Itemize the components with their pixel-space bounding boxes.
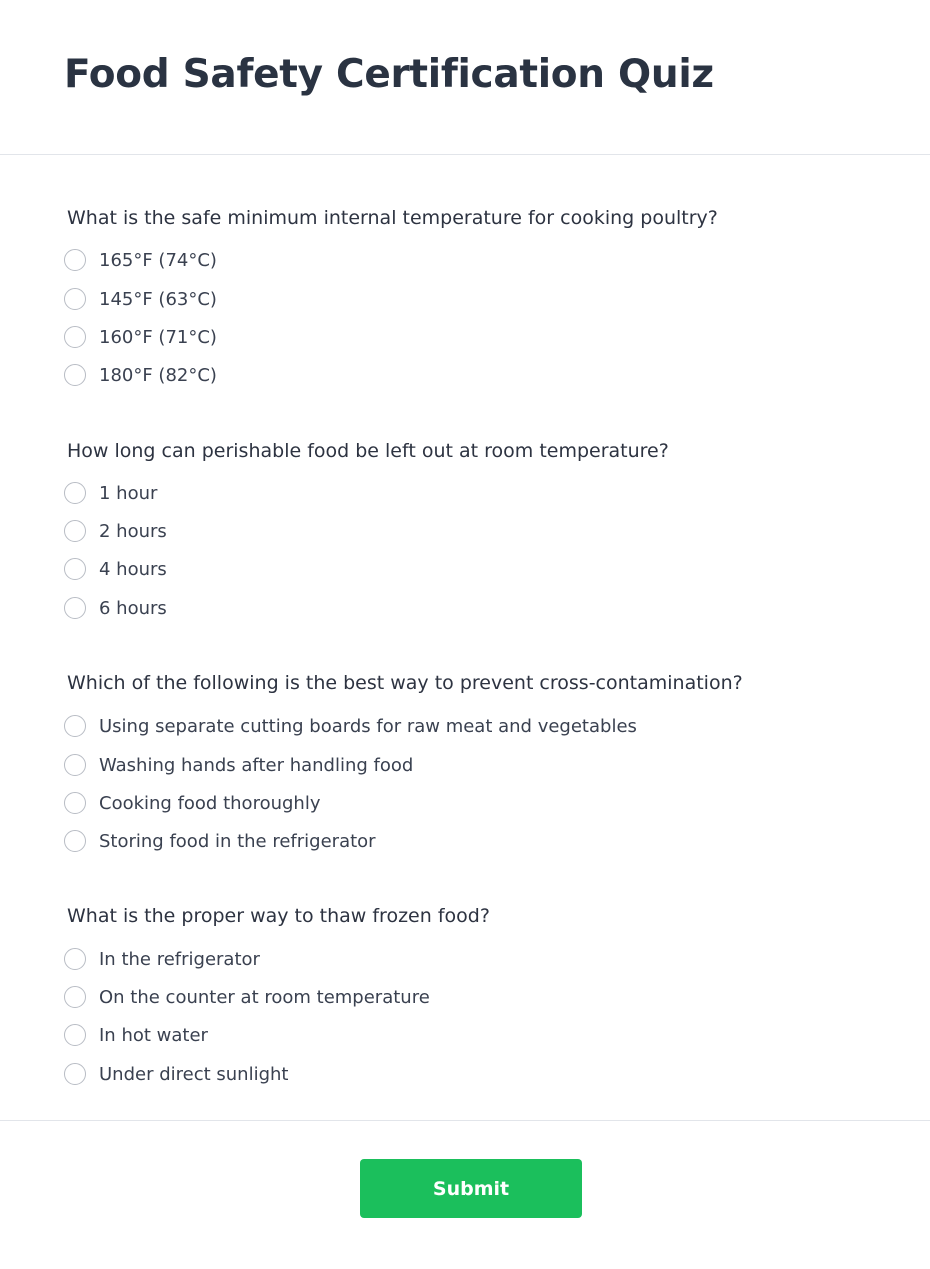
option-label: On the counter at room temperature — [99, 986, 430, 1008]
quiz-header — [0, 0, 930, 155]
option-label: 145°F (63°C) — [99, 288, 217, 310]
option-q1-a[interactable] — [64, 247, 217, 273]
radio-button[interactable] — [64, 520, 86, 542]
radio-button[interactable] — [64, 597, 86, 619]
submit-button[interactable]: Submit — [360, 1159, 582, 1218]
option-q2-c[interactable] — [64, 556, 167, 582]
question-text: What is the proper way to thaw frozen food? — [67, 905, 490, 927]
option-q1-b[interactable] — [64, 286, 217, 312]
option-label: 2 hours — [99, 520, 167, 542]
radio-button[interactable] — [64, 754, 86, 776]
option-label: Storing food in the refrigerator — [99, 830, 376, 852]
radio-button[interactable] — [64, 288, 86, 310]
option-q3-a[interactable] — [64, 713, 637, 739]
option-q2-a[interactable] — [64, 480, 157, 506]
radio-button[interactable] — [64, 482, 86, 504]
option-q3-c[interactable] — [64, 790, 320, 816]
option-label: In the refrigerator — [99, 948, 260, 970]
radio-button[interactable] — [64, 715, 86, 737]
option-label: Under direct sunlight — [99, 1063, 289, 1085]
radio-button[interactable] — [64, 326, 86, 348]
quiz-footer — [0, 1121, 930, 1269]
radio-button[interactable] — [64, 986, 86, 1008]
option-q4-d[interactable] — [64, 1061, 288, 1087]
option-label: 4 hours — [99, 558, 167, 580]
question-text: Which of the following is the best way to prevent cross-contamination? — [67, 672, 743, 694]
option-q4-c[interactable] — [64, 1022, 208, 1048]
option-q3-d[interactable] — [64, 828, 376, 854]
page-title: Food Safety Certification Quiz — [64, 52, 714, 97]
option-q4-a[interactable] — [64, 946, 260, 972]
radio-button[interactable] — [64, 948, 86, 970]
question-text: What is the safe minimum internal temperature for cooking poultry? — [67, 207, 718, 229]
radio-button[interactable] — [64, 558, 86, 580]
quiz-form — [0, 155, 930, 1121]
radio-button[interactable] — [64, 1024, 86, 1046]
option-q4-b[interactable] — [64, 984, 430, 1010]
option-label: 6 hours — [99, 597, 167, 619]
option-label: Using separate cutting boards for raw meat and vegetables — [99, 715, 637, 737]
option-label: 165°F (74°C) — [99, 249, 217, 271]
option-q2-b[interactable] — [64, 518, 167, 544]
radio-button[interactable] — [64, 249, 86, 271]
radio-button[interactable] — [64, 830, 86, 852]
option-q2-d[interactable] — [64, 595, 167, 621]
option-q3-b[interactable] — [64, 752, 413, 778]
option-label: 160°F (71°C) — [99, 326, 217, 348]
question-text: How long can perishable food be left out at room temperature? — [67, 440, 669, 462]
option-label: Washing hands after handling food — [99, 754, 414, 776]
option-q1-c[interactable] — [64, 324, 217, 350]
option-label: 180°F (82°C) — [99, 364, 217, 386]
radio-button[interactable] — [64, 792, 86, 814]
radio-button[interactable] — [64, 1063, 86, 1085]
radio-button[interactable] — [64, 364, 86, 386]
option-label: 1 hour — [99, 482, 158, 504]
option-q1-d[interactable] — [64, 362, 217, 388]
option-label: In hot water — [99, 1024, 208, 1046]
option-label: Cooking food thoroughly — [99, 792, 321, 814]
